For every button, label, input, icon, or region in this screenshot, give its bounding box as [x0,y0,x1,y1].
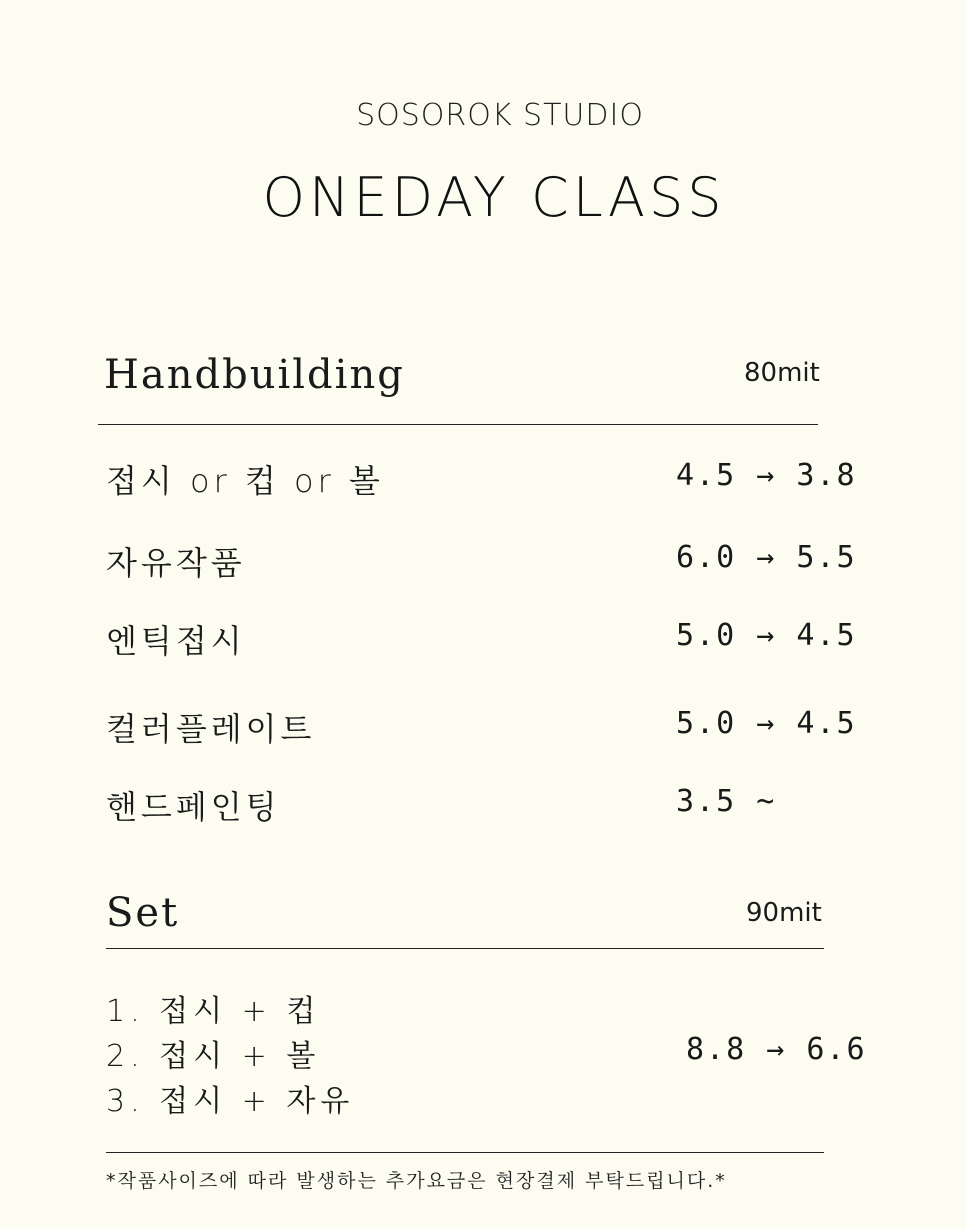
menu-item-name: 엔틱접시 [106,622,246,660]
handbuilding-divider [98,424,818,425]
footer-note: *작품사이즈에 따라 발생하는 추가요금은 현장결제 부탁드립니다.* [106,1170,727,1192]
handbuilding-title: Handbuilding [104,352,405,398]
set-title: Set [106,890,180,936]
handbuilding-duration: 80mit [744,358,820,388]
menu-item-name: 접시 or 컵 or 볼 [106,462,384,500]
studio-name: SOSOROK STUDIO [356,98,644,133]
menu-item-name: 핸드페인팅 [106,788,281,826]
menu-item-price: 5.0 → 4.5 [676,706,857,741]
menu-item-name: 자유작품 [106,544,246,582]
menu-item-name: 컬러플레이트 [106,710,316,748]
set-divider [106,948,824,949]
set-duration: 90mit [746,898,822,928]
set-option: 2. 접시 + 볼 [106,1039,321,1074]
set-price: 8.8 → 6.6 [686,1032,867,1067]
menu-item-price: 3.5 ~ [676,784,777,819]
menu-item-price: 5.0 → 4.5 [676,618,857,653]
set-option: 3. 접시 + 자유 [106,1084,355,1119]
set-option: 1. 접시 + 컵 [106,994,321,1029]
menu-item-price: 6.0 → 5.5 [676,540,857,575]
page-title: ONEDAY CLASS [262,166,726,229]
footer-divider [106,1152,824,1153]
menu-item-price: 4.5 → 3.8 [676,458,857,493]
